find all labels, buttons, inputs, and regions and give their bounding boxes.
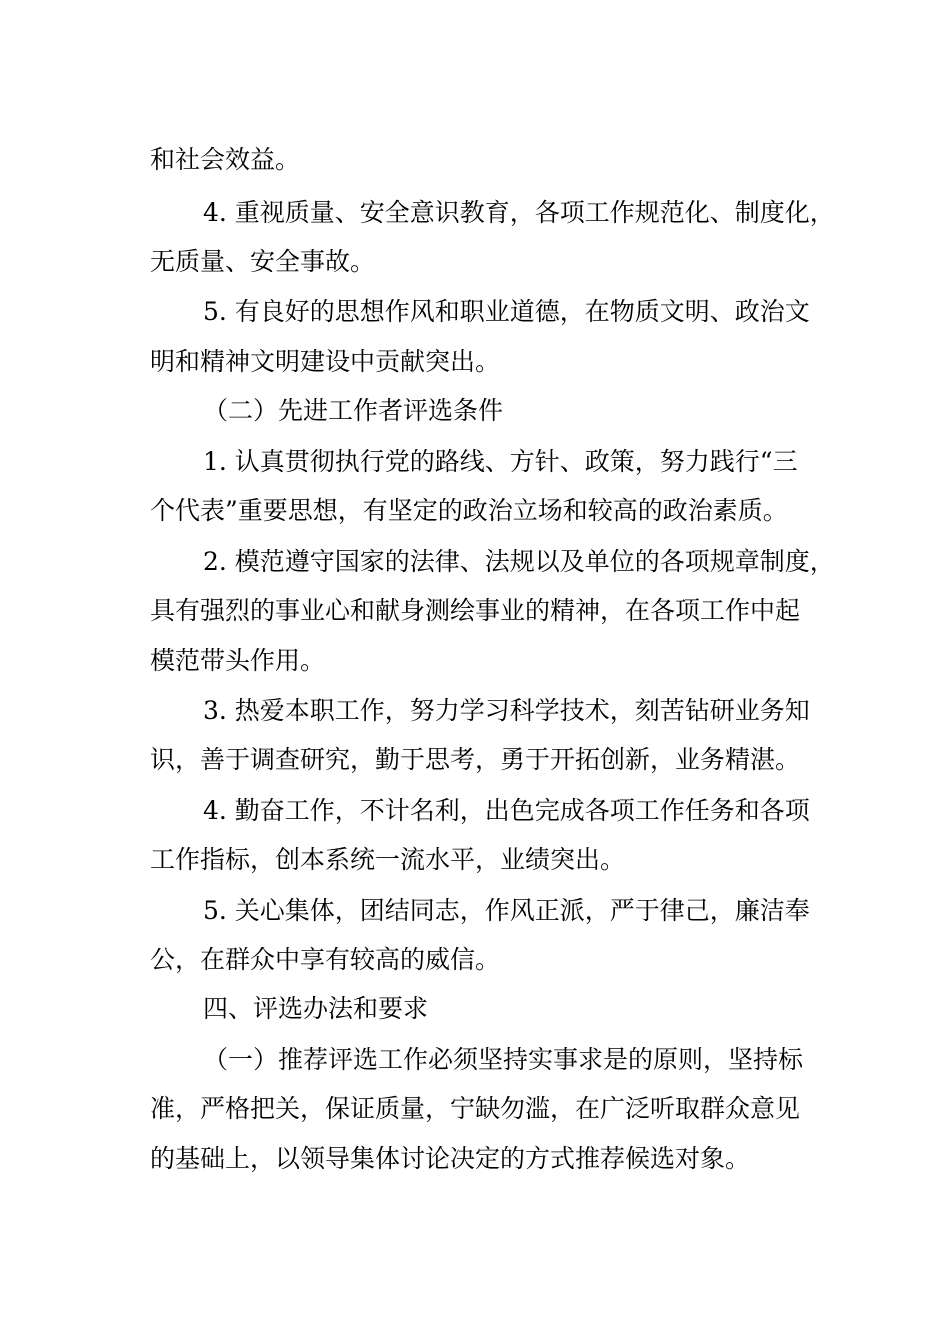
- text-line: 的基础上，以领导集体讨论决定的方式推荐候选对象。: [150, 1144, 751, 1173]
- text-line: 工作指标，创本系统一流水平，业绩突出。: [150, 845, 626, 874]
- text-line: 个代表”重要思想，有坚定的政治立场和较高的政治素质。: [150, 496, 788, 525]
- text-line: 和社会效益。: [150, 145, 301, 174]
- text-line: 5. 有良好的思想作风和职业道德，在物质文明、政治文: [203, 297, 810, 326]
- text-line: 识，善于调查研究，勤于思考，勇于开拓创新，业务精湛。: [150, 745, 801, 774]
- section-heading: 四、评选办法和要求: [203, 994, 429, 1023]
- text-line: 准，严格把关，保证质量，宁缺勿滥，在广泛听取群众意见: [150, 1094, 801, 1123]
- text-line: 2. 模范遵守国家的法律、法规以及单位的各项规章制度，: [203, 547, 835, 576]
- section-heading: （二）先进工作者评选条件: [203, 396, 504, 425]
- text-line: 3. 热爱本职工作，努力学习科学技术，刻苦钻研业务知: [203, 696, 810, 725]
- text-line: 模范带头作用。: [150, 646, 326, 675]
- text-line: （一）推荐评选工作必须坚持实事求是的原则，坚持标: [203, 1045, 804, 1074]
- text-line: 4. 重视质量、安全意识教育，各项工作规范化、制度化，: [203, 198, 835, 227]
- text-line: 明和精神文明建设中贡献突出。: [150, 347, 501, 376]
- text-line: 公，在群众中享有较高的威信。: [150, 945, 501, 974]
- text-line: 4. 勤奋工作，不计名利，出色完成各项工作任务和各项: [203, 796, 810, 825]
- text-line: 具有强烈的事业心和献身测绘事业的精神，在各项工作中起: [150, 596, 801, 625]
- text-line: 1. 认真贯彻执行党的路线、方针、政策，努力践行“三: [203, 447, 798, 476]
- text-line: 无质量、安全事故。: [150, 247, 376, 276]
- text-line: 5. 关心集体，团结同志，作风正派，严于律己，廉洁奉: [203, 896, 810, 925]
